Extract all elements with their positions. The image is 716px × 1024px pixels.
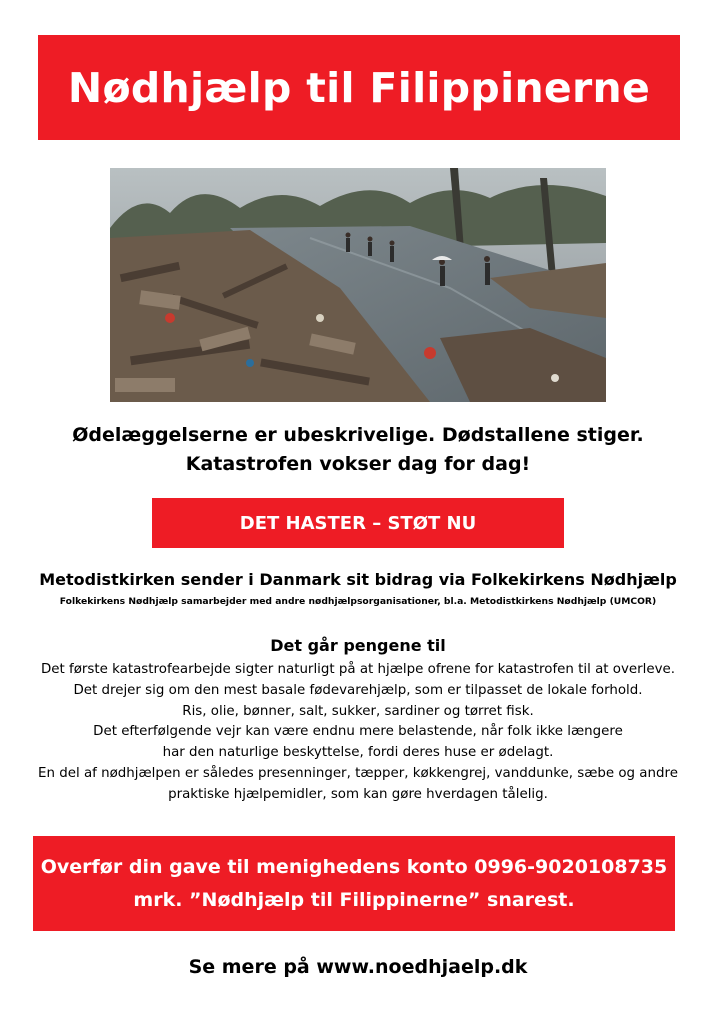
transfer-line-1: Overfør din gave til menighedens konto 0996-9020108735	[40, 855, 668, 878]
headline-line-1: Ødelæggelserne er ubeskrivelige. Dødstallene stiger.	[72, 424, 644, 446]
title-banner	[38, 35, 680, 140]
sender-text: Metodistkirken sender i Danmark sit bidrag via Folkekirkens Nødhjælp	[39, 570, 677, 589]
body-line: praktiske hjælpemidler, som kan gøre hverdagen tålelig.	[168, 786, 548, 802]
disaster-photo-icon	[110, 168, 606, 402]
body-line: Det efterfølgende vejr kan være endnu mere belastende, når folk ikke længere	[93, 724, 623, 740]
body-line: Det første katastrofearbejde sigter naturligt på at hjælpe ofrene for katastrofen til at overleve.	[40, 662, 676, 677]
sender-subtext: Folkekirkens Nødhjælp samarbejder med andre nødhjælpsorganisationer, bl.a. Metodistkirkens Nødhjælp (UMCOR)	[59, 596, 657, 607]
page-title: Nødhjælp til Filippinerne	[67, 63, 651, 112]
footer-link-text: Se mere på www.noedhjaelp.dk	[188, 956, 528, 978]
body-line: Det drejer sig om den mest basale fødevarehjælp, som er tilpasset de lokale forhold.	[73, 682, 643, 698]
transfer-banner	[33, 836, 675, 931]
headline-line-2: Katastrofen vokser dag for dag!	[185, 453, 531, 475]
transfer-line-2: mrk. ”Nødhjælp til Filippinerne” snarest.	[133, 888, 575, 911]
body-line: har den naturlige beskyttelse, fordi deres huse er ødelagt.	[162, 745, 554, 761]
body-line: Ris, olie, bønner, salt, sukker, sardiner og tørret fisk.	[182, 703, 534, 719]
section-body	[0, 660, 716, 806]
urgent-banner	[152, 498, 564, 548]
body-line: En del af nødhjælpen er således presenninger, tæpper, køkkengrej, vanddunke, sæbe og andre	[38, 765, 678, 781]
disaster-photo	[110, 168, 606, 402]
urgent-text: DET HASTER – STØT NU	[239, 512, 477, 534]
section-heading: Det går pengene til	[270, 636, 446, 655]
